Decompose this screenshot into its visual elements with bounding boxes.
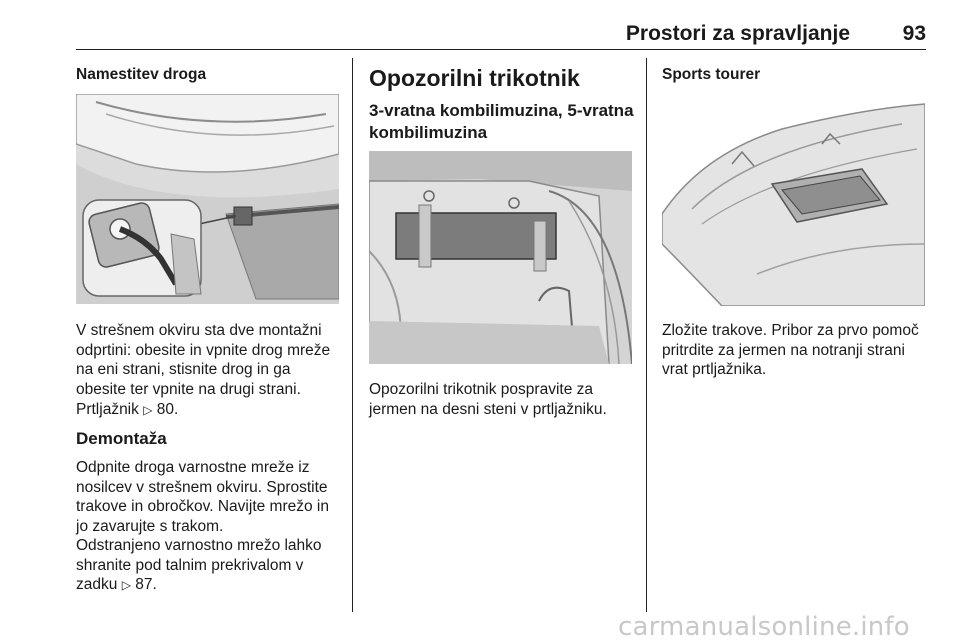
paragraph-warning-triangle: Opozorilni trikotnik pospravite za jermen na desni steni v prtljažniku. <box>369 381 607 418</box>
paragraph-first-aid-kit: Zložite trakove. Pribor za prvo pomoč pritrdite za jermen na notranji strani vrat prtljažnika. <box>662 322 919 378</box>
watermark: carmanualsonline.info <box>618 612 910 642</box>
section-heading-sports-tourer: Sports tourer <box>662 66 761 83</box>
paragraph-installation: V strešnem okviru sta dve montažni odprtini: obesite in vpnite drog mreže na eni strani, stisnite drog in ga obesite ter vpnite na drugi strani. <box>76 322 331 398</box>
page-number: 93 <box>902 22 926 45</box>
cross-reference-rear[interactable]: zadku ▷ 87. <box>76 576 157 593</box>
subheading-removal: Demontaža <box>76 429 167 448</box>
triangle-right-outline-icon: ▷ <box>121 578 131 592</box>
header-rule <box>76 49 926 50</box>
column-divider-1 <box>352 58 353 612</box>
running-header-title: Prostori za spravljanje <box>625 22 850 45</box>
paragraph-storage: Odstranjeno varnostno mrežo lahko shranite pod talnim prekrivalom v zadku ▷ 87. <box>76 536 346 596</box>
figure-warning-triangle-storage <box>369 151 632 364</box>
triangle-right-outline-icon: ▷ <box>143 403 153 417</box>
column-divider-2 <box>646 58 647 612</box>
figure-first-aid-kit <box>662 94 925 306</box>
section-heading-installation: Namestitev droga <box>76 66 207 83</box>
cross-reference-luggage[interactable]: Prtljažnik ▷ 80. <box>76 401 179 418</box>
subheading-hatchback: 3-vratna kombilimuzina, 5-vratna kombilimuzina <box>369 101 634 142</box>
paragraph-removal: Odpnite droga varnostne mreže iz nosilcev v strešnem okviru. Sprostite trakove in obročkov. Navijte mrežo in jo zavarujte s trakom. <box>76 459 329 535</box>
figure-net-rod-installation <box>76 94 339 304</box>
section-heading-warning-triangle: Opozorilni trikotnik <box>369 65 580 91</box>
